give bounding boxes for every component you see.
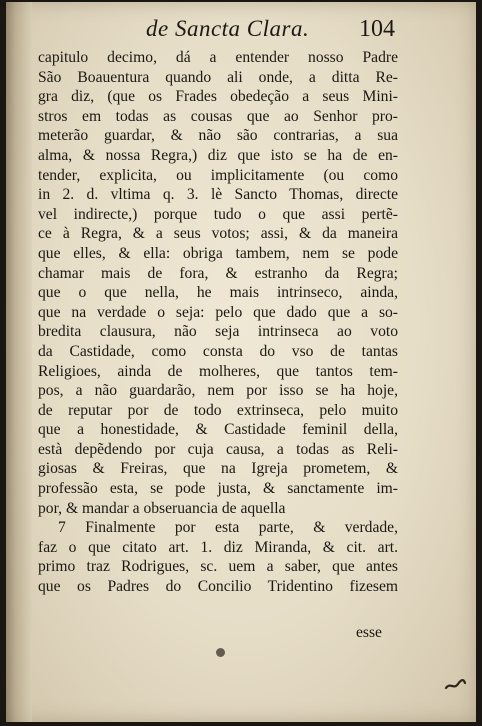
text-line: que elles, & ella: obriga tambem, nem se pode [38, 244, 398, 262]
text-line: que o que nella, he mais intrinseco, ainda, [38, 284, 398, 302]
page-number: 104 [359, 16, 395, 42]
ink-smudge [444, 678, 466, 692]
text-line: in 2. d. vltima q. 3. lè Sancto Thomas, directe [38, 186, 398, 204]
catchword: esse [356, 624, 382, 641]
text-line: pos, a não guardarão, nem por isso se ha hoje, [38, 382, 398, 400]
running-title: de Sancta Clara. [146, 16, 310, 41]
text-line: ce à Regra, & a seus votos; assi, & da maneira [38, 225, 398, 243]
text-line: por, & mandar a obseruancia de aquella [38, 499, 286, 517]
text-line: està depẽdendo por cuja causa, a todas as Reli- [38, 440, 398, 458]
text-line: que a honestidade, & Castidade feminil della, [38, 421, 398, 439]
text-line: chamar mais de fora, & estranho da Regra; [38, 264, 398, 282]
text-line: que na verdade o seja: pelo que dado que a so- [38, 303, 398, 321]
text-line: alma, & nossa Regra,) diz que isto se ha de en- [38, 146, 398, 164]
ink-spot [216, 648, 225, 657]
paragraph-start-line: 7 Finalmente por esta parte, & verdade, [58, 519, 398, 537]
text-line: de reputar por de todo extrinseca, pelo muito [38, 401, 398, 419]
text-line: meterão guardar, & não são contrarias, a sua [38, 127, 398, 145]
text-line: professão esta, se pode justa, & sanctamente im- [38, 480, 398, 498]
binding-gutter [6, 2, 32, 722]
text-line: Religioes, ainda de molheres, que tantos tem- [38, 362, 398, 380]
text-line: tender, explicita, ou implicitamente (ou como [38, 166, 398, 184]
text-line: capitulo decimo, dá a entender nosso Padre [38, 49, 398, 66]
text-line: gra diz, (que os Frades obedeção a seus Mini- [38, 88, 398, 106]
text-line: vel indirecte,) porque tudo o que assi pertẽ- [38, 205, 398, 223]
page-header [6, 16, 476, 50]
text-line: stros em todas as cousas que ao Senhor pro- [38, 107, 398, 125]
text-line: primo traz Rodrigues, sc. uem a saber, que antes [38, 558, 398, 576]
text-line: São Boauentura quando ali onde, a ditta Re- [38, 68, 398, 86]
text-line: bredita clausura, não seja intrinseca ao voto [38, 323, 398, 341]
text-line: da Castidade, como consta do vso de tantas [38, 342, 398, 360]
body-text [38, 48, 398, 597]
text-line: que os Padres do Concilio Tridentino fizesem [38, 578, 398, 596]
book-page [6, 2, 476, 722]
text-line: giosas & Freiras, que na Igreja prometem, & [38, 460, 398, 478]
text-line: faz o que citato art. 1. diz Miranda, & cit. art. [38, 538, 398, 556]
